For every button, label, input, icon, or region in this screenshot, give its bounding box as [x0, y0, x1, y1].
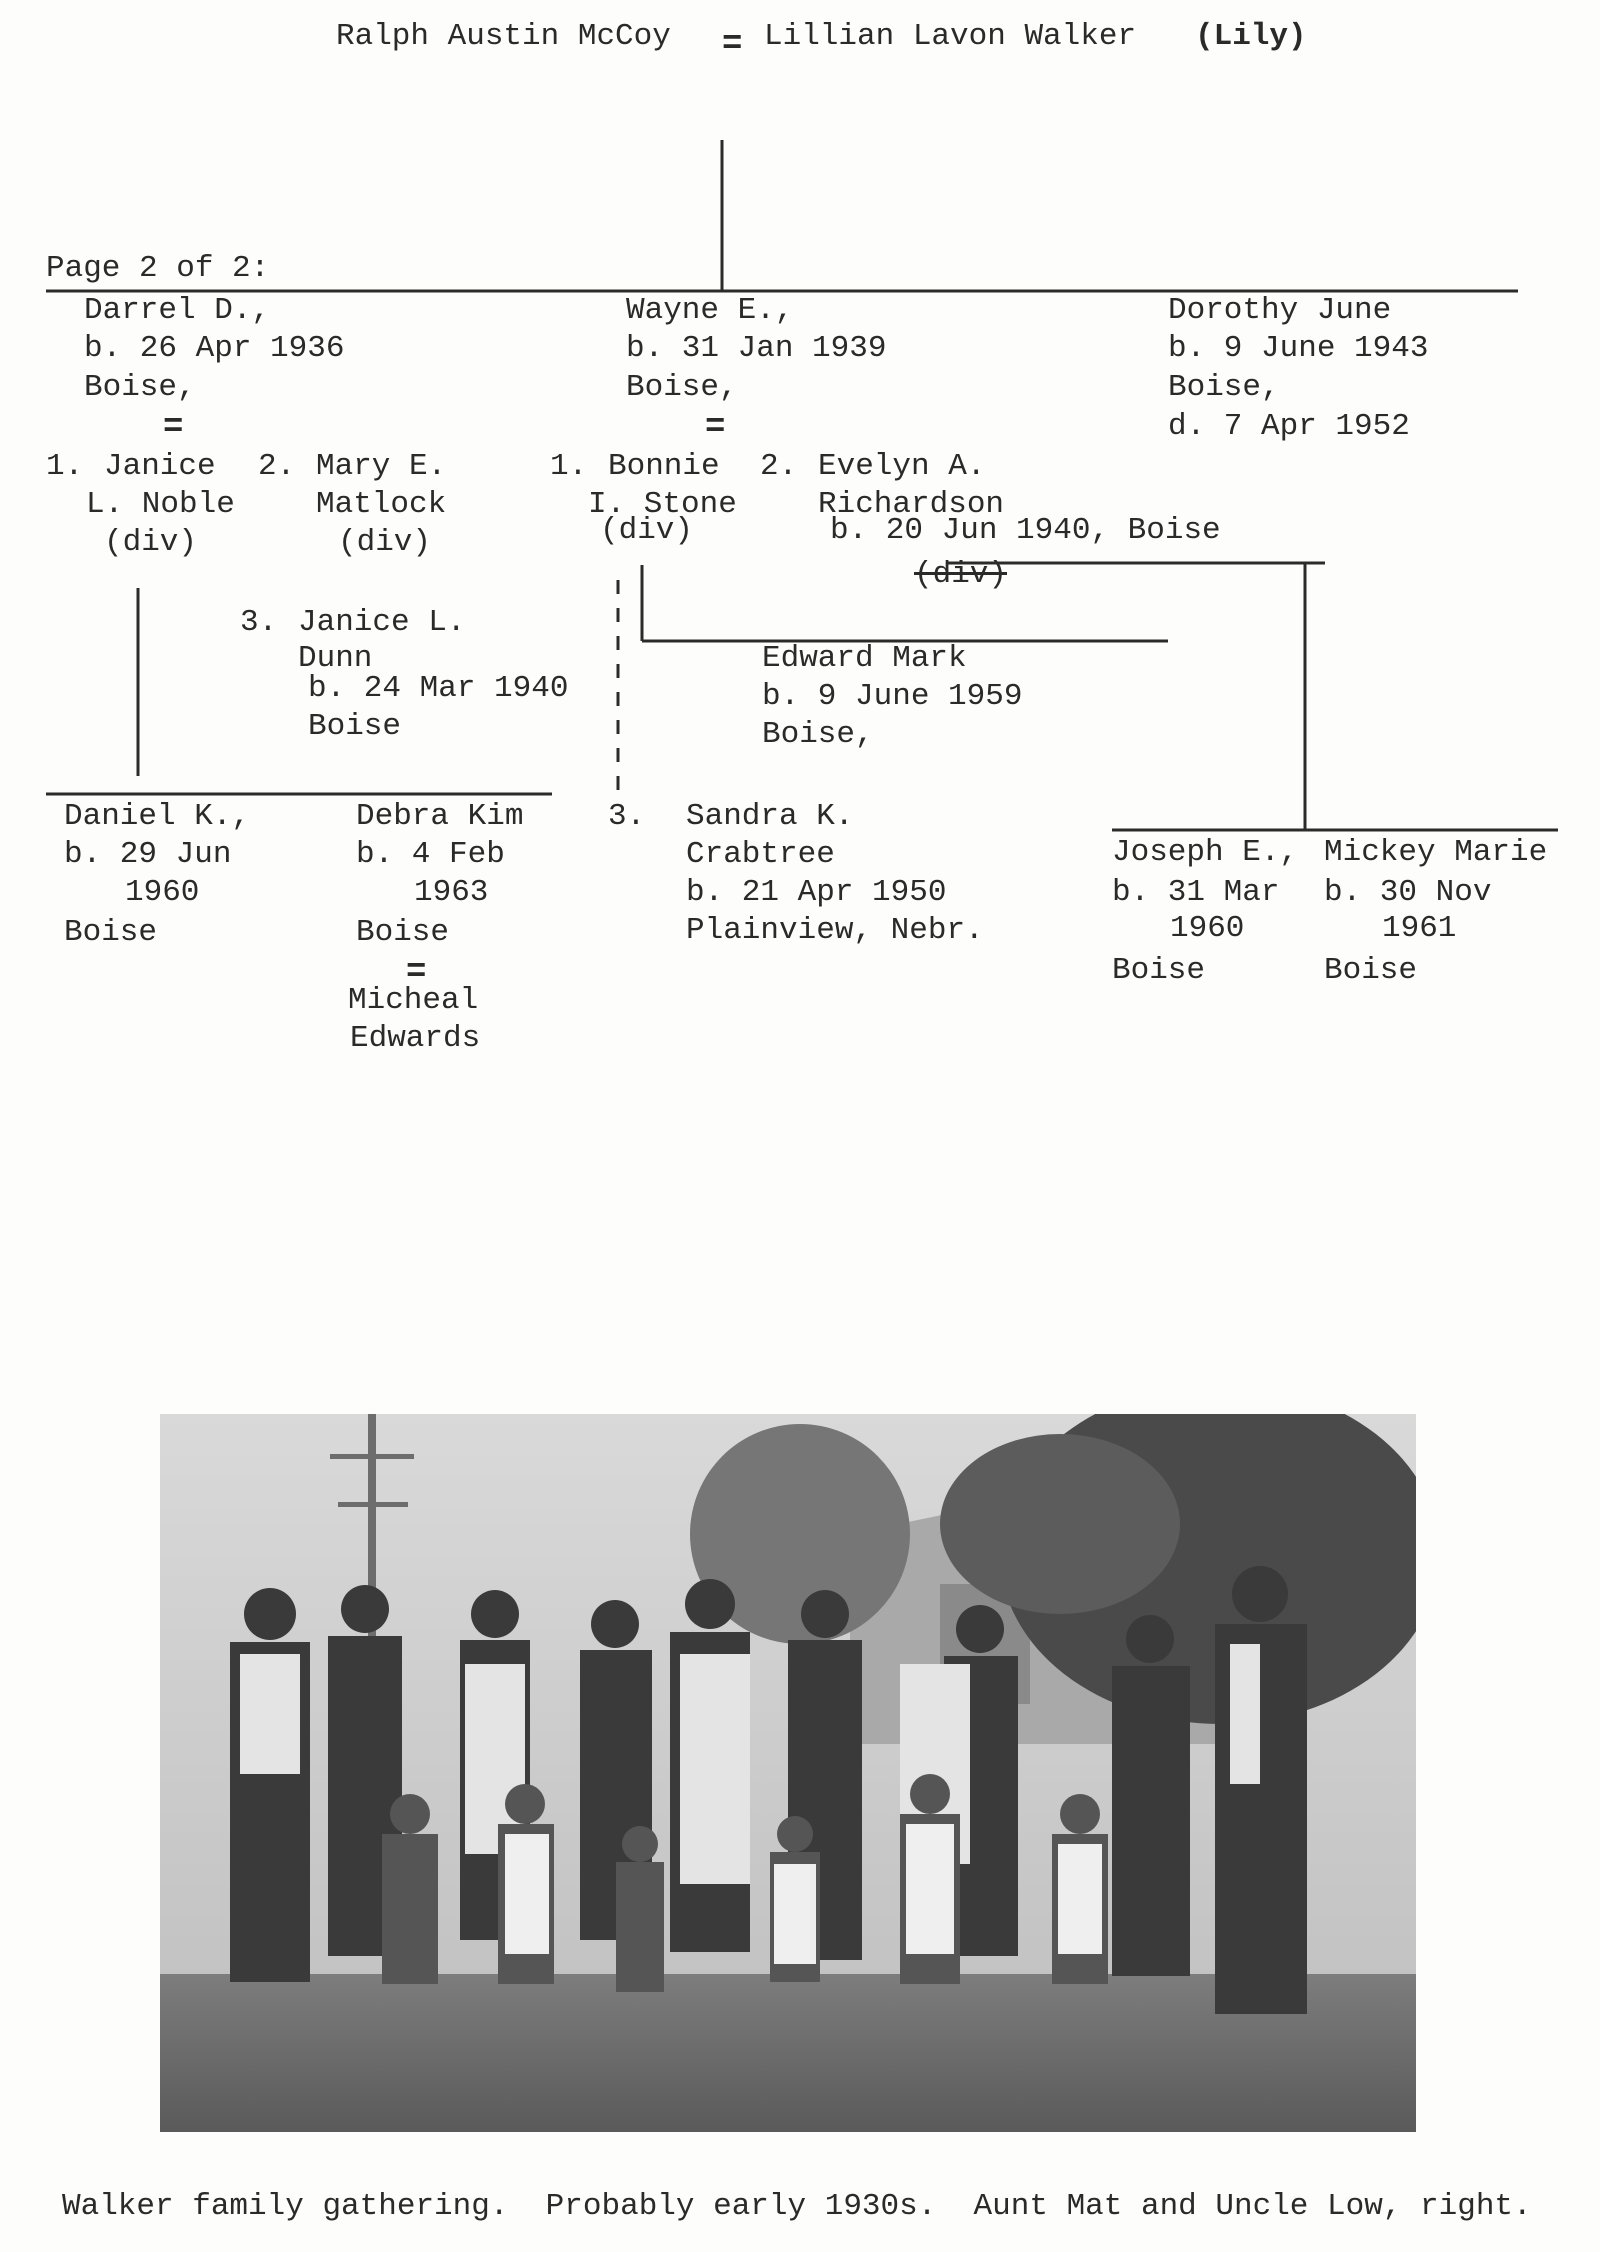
micheal-last: Edwards — [350, 1021, 481, 1056]
janice-dunn-born: b. 24 Mar 1940 — [308, 671, 569, 706]
wayne-born: b. 31 Jan 1939 — [626, 331, 887, 366]
janice-dunn-place: Boise — [308, 709, 402, 744]
mother-nickname: (Lily) — [1195, 19, 1307, 54]
sandra-number: 3. — [608, 799, 646, 834]
darrel-name: Darrel D., — [84, 293, 271, 328]
debra-name: Debra Kim — [356, 799, 524, 834]
mickey-year: 1961 — [1382, 911, 1457, 946]
janice-dunn-last: Dunn — [298, 641, 373, 676]
wayne-marriage-symbol: = — [705, 409, 726, 447]
dorothy-born: b. 9 June 1943 — [1168, 331, 1429, 366]
mary-first: Mary E. — [316, 449, 447, 484]
mickey-born: b. 30 Nov — [1324, 875, 1492, 910]
daniel-place: Boise — [64, 915, 158, 950]
debra-marriage-symbol: = — [406, 954, 427, 992]
mother-name: Lillian Lavon Walker — [764, 19, 1137, 54]
mickey-name: Mickey Marie — [1324, 835, 1548, 870]
janice-dunn-first: Janice L. — [298, 605, 466, 640]
sandra-place: Plainview, Nebr. — [686, 913, 984, 948]
dorothy-name: Dorothy June — [1168, 293, 1392, 328]
edward-name: Edward Mark — [762, 641, 967, 676]
wayne-place: Boise, — [626, 370, 738, 405]
mary-last: Matlock — [316, 487, 447, 522]
sandra-first: Sandra K. — [686, 799, 854, 834]
janice-dunn-number: 3. — [240, 605, 278, 640]
bonnie-first: Bonnie — [608, 449, 720, 484]
daniel-year: 1960 — [125, 875, 200, 910]
darrel-marriage-symbol: = — [163, 409, 184, 447]
janice-noble-first: Janice — [104, 449, 216, 484]
wayne-name: Wayne E., — [626, 293, 794, 328]
page-label: Page 2 of 2: — [46, 251, 270, 286]
joseph-born: b. 31 Mar — [1112, 875, 1280, 910]
bonnie-last: I. Stone — [588, 487, 737, 522]
mary-status: (div) — [338, 525, 432, 560]
debra-year: 1963 — [414, 875, 489, 910]
janice-noble-number: 1. — [46, 449, 84, 484]
family-gathering-photo — [160, 1414, 1416, 2132]
debra-born: b. 4 Feb — [356, 837, 505, 872]
daniel-born: b. 29 Jun — [64, 837, 232, 872]
evelyn-status: (div) — [914, 557, 1008, 592]
evelyn-first: Evelyn A. — [818, 449, 986, 484]
photo-illustration — [160, 1414, 1416, 2132]
edward-born: b. 9 June 1959 — [762, 679, 1023, 714]
mickey-place: Boise — [1324, 953, 1418, 988]
darrel-born: b. 26 Apr 1936 — [84, 331, 345, 366]
joseph-place: Boise — [1112, 953, 1206, 988]
mary-number: 2. — [258, 449, 296, 484]
evelyn-last: Richardson — [818, 487, 1005, 522]
edward-place: Boise, — [762, 717, 874, 752]
dorothy-place: Boise, — [1168, 370, 1280, 405]
daniel-name: Daniel K., — [64, 799, 251, 834]
joseph-year: 1960 — [1170, 911, 1245, 946]
bonnie-number: 1. — [550, 449, 588, 484]
dorothy-died: d. 7 Apr 1952 — [1168, 409, 1410, 444]
bonnie-status: (div) — [600, 513, 694, 548]
evelyn-born: b. 20 Jun 1940, Boise — [830, 513, 1221, 548]
joseph-name: Joseph E., — [1112, 835, 1299, 870]
janice-noble-status: (div) — [104, 525, 198, 560]
darrel-place: Boise, — [84, 370, 196, 405]
marriage-symbol: = — [722, 26, 743, 64]
photo-caption: Walker family gathering. Probably early 1930s. Aunt Mat and Uncle Low, right. — [62, 2189, 1532, 2224]
micheal-first: Micheal — [348, 983, 479, 1018]
sandra-born: b. 21 Apr 1950 — [686, 875, 947, 910]
father-name: Ralph Austin McCoy — [336, 19, 671, 54]
evelyn-number: 2. — [760, 449, 798, 484]
janice-noble-last: L. Noble — [86, 487, 235, 522]
debra-place: Boise — [356, 915, 450, 950]
sandra-last: Crabtree — [686, 837, 835, 872]
